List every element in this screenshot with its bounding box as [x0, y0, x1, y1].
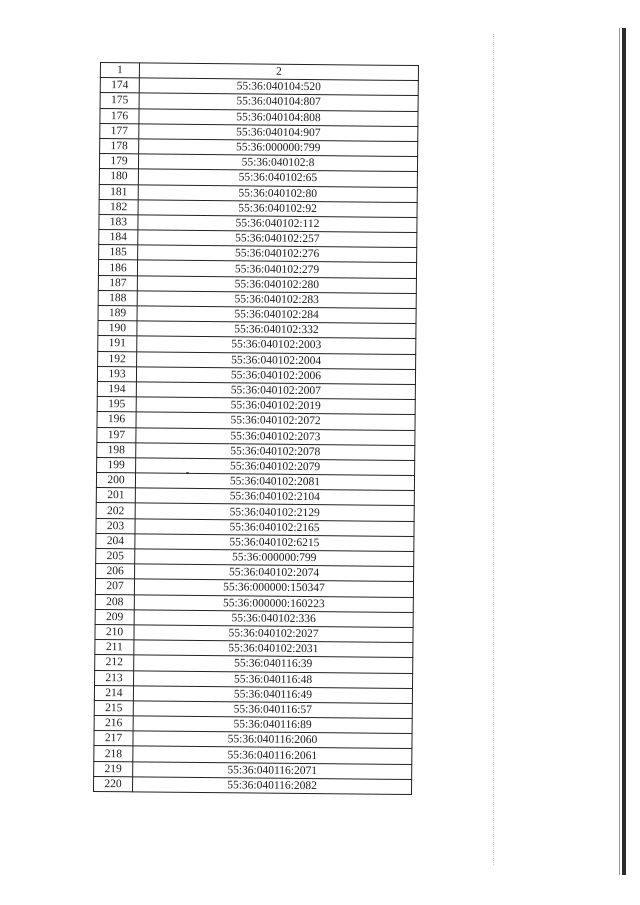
- column-header-number: 1: [100, 63, 139, 79]
- cadastral-number-cell: 55:36:000000:150347: [134, 579, 413, 597]
- row-number-cell: 183: [99, 214, 138, 230]
- row-number-cell: 218: [94, 746, 133, 762]
- row-number-cell: 185: [99, 245, 138, 261]
- row-number-cell: 200: [96, 473, 135, 489]
- row-number-cell: 191: [98, 336, 137, 352]
- row-number-cell: 193: [97, 366, 136, 382]
- row-number-cell: 198: [97, 442, 136, 458]
- cadastral-number-cell: 55:36:040116:57: [133, 701, 412, 719]
- cadastral-number-cell: 55:36:040102:283: [137, 291, 416, 309]
- row-number-cell: 181: [99, 184, 138, 200]
- cadastral-number-cell: 55:36:040116:49: [133, 686, 412, 704]
- cadastral-number-cell: 55:36:040102:276: [138, 245, 417, 263]
- row-number-cell: 189: [98, 305, 137, 321]
- row-number-cell: 184: [99, 230, 138, 246]
- table-row: [93, 776, 411, 794]
- cadastral-number-cell: 55:36:040102:92: [138, 200, 417, 218]
- row-number-cell: 203: [96, 518, 135, 534]
- cadastral-number-cell: 55:36:040102:2027: [134, 625, 413, 643]
- row-number-cell: 205: [96, 548, 135, 564]
- cadastral-number-cell: 55:36:040104:907: [139, 124, 418, 142]
- row-number-cell: 187: [98, 275, 137, 291]
- cadastral-number-cell: 55:36:040116:48: [134, 670, 413, 688]
- row-number-cell: 209: [95, 609, 134, 625]
- row-number-cell: 174: [100, 78, 139, 94]
- row-number-cell: 219: [94, 761, 133, 777]
- cadastral-number-cell: 55:36:040104:808: [139, 108, 418, 126]
- cadastral-number-cell: 55:36:000000:799: [135, 549, 414, 567]
- row-number-cell: 215: [94, 700, 133, 716]
- row-number-cell: 204: [96, 533, 135, 549]
- row-number-cell: 190: [98, 321, 137, 337]
- row-number-cell: 220: [93, 776, 132, 792]
- cadastral-number-cell: 55:36:000000:160223: [134, 594, 413, 612]
- cadastral-number-cell: 55:36:040102:2003: [137, 336, 416, 354]
- cadastral-number-cell: 55:36:040102:65: [138, 169, 417, 187]
- cadastral-number-cell: 55:36:040102:80: [138, 184, 417, 202]
- row-number-cell: 195: [97, 397, 136, 413]
- cadastral-number-cell: 55:36:040102:2081: [135, 473, 414, 491]
- cadastral-number-cell: 55:36:040102:2007: [136, 382, 415, 400]
- row-number-cell: 199: [97, 457, 136, 473]
- cadastral-number-cell: 55:36:040102:336: [134, 610, 413, 628]
- scan-fold-line: [493, 34, 494, 865]
- cadastral-number-cell: 55:36:000000:799: [139, 139, 418, 157]
- row-number-cell: 214: [94, 685, 133, 701]
- cadastral-number-cell: 55:36:040102:2072: [136, 412, 415, 430]
- cadastral-number-cell: 55:36:040116:2060: [133, 731, 412, 749]
- cadastral-number-cell: 55:36:040102:2079: [136, 458, 415, 476]
- cadastral-number-cell: 55:36:040116:2061: [133, 746, 412, 764]
- row-number-cell: 208: [95, 594, 134, 610]
- row-number-cell: 186: [98, 260, 137, 276]
- row-number-cell: 207: [95, 579, 134, 595]
- cadastral-number-cell: 55:36:040102:2006: [136, 367, 415, 385]
- table-body: [93, 78, 418, 795]
- row-number-cell: 178: [100, 138, 139, 154]
- cadastral-number-cell: 55:36:040102:2104: [135, 488, 414, 506]
- row-number-cell: 210: [95, 624, 134, 640]
- cadastral-number-cell: 55:36:040102:2031: [134, 640, 413, 658]
- cadastral-number-cell: 55:36:040102:284: [137, 306, 416, 324]
- cadastral-number-cell: 55:36:040102:112: [138, 215, 417, 233]
- row-number-cell: 206: [96, 564, 135, 580]
- cadastral-number-cell: 55:36:040102:2074: [135, 564, 414, 582]
- cadastral-number-cell: 55:36:040102:332: [137, 321, 416, 339]
- cadastral-numbers-table: [93, 62, 419, 795]
- cadastral-number-cell: 55:36:040116:2082: [132, 777, 411, 795]
- cadastral-number-cell: 55:36:040102:2165: [135, 518, 414, 536]
- cadastral-number-cell: 55:36:040116:39: [134, 655, 413, 673]
- row-number-cell: 176: [100, 108, 139, 124]
- row-number-cell: 188: [98, 290, 137, 306]
- row-number-cell: 179: [99, 154, 138, 170]
- row-number-cell: 211: [95, 640, 134, 656]
- row-number-cell: 194: [97, 381, 136, 397]
- cadastral-number-cell: 55:36:040104:520: [139, 78, 418, 96]
- cadastral-number-cell: 55:36:040102:2078: [136, 443, 415, 461]
- cadastral-number-cell: 55:36:040102:2019: [136, 397, 415, 415]
- scan-edge-line: [619, 28, 620, 875]
- row-number-cell: 177: [100, 123, 139, 139]
- row-number-cell: 175: [100, 93, 139, 109]
- cadastral-number-cell: 55:36:040116:2071: [133, 761, 412, 779]
- cadastral-number-cell: 55:36:040102:6215: [135, 534, 414, 552]
- cadastral-number-cell: 55:36:040102:2004: [137, 351, 416, 369]
- cadastral-number-cell: 55:36:040102:279: [137, 260, 416, 278]
- cadastral-number-cell: 55:36:040102:257: [138, 230, 417, 248]
- row-number-cell: 192: [98, 351, 137, 367]
- row-number-cell: 197: [97, 427, 136, 443]
- row-number-cell: 182: [99, 199, 138, 215]
- cadastral-number-cell: 55:36:040102:280: [137, 275, 416, 293]
- cadastral-number-cell: 55:36:040116:89: [133, 716, 412, 734]
- cadastral-number-cell: 55:36:040104:807: [139, 93, 418, 111]
- row-number-cell: 216: [94, 716, 133, 732]
- column-header-cadastral: 2: [139, 63, 418, 81]
- cadastral-number-cell: 55:36:040102:8: [138, 154, 417, 172]
- row-number-cell: 202: [96, 503, 135, 519]
- row-number-cell: 217: [94, 731, 133, 747]
- row-number-cell: 212: [95, 655, 134, 671]
- scan-edge-bar: [622, 28, 626, 875]
- row-number-cell: 196: [97, 412, 136, 428]
- cadastral-number-cell: 55:36:040102:2129: [135, 503, 414, 521]
- cadastral-number-cell: 55:36:040102:2073: [136, 427, 415, 445]
- row-number-cell: 180: [99, 169, 138, 185]
- row-number-cell: 213: [95, 670, 134, 686]
- row-number-cell: 201: [96, 488, 135, 504]
